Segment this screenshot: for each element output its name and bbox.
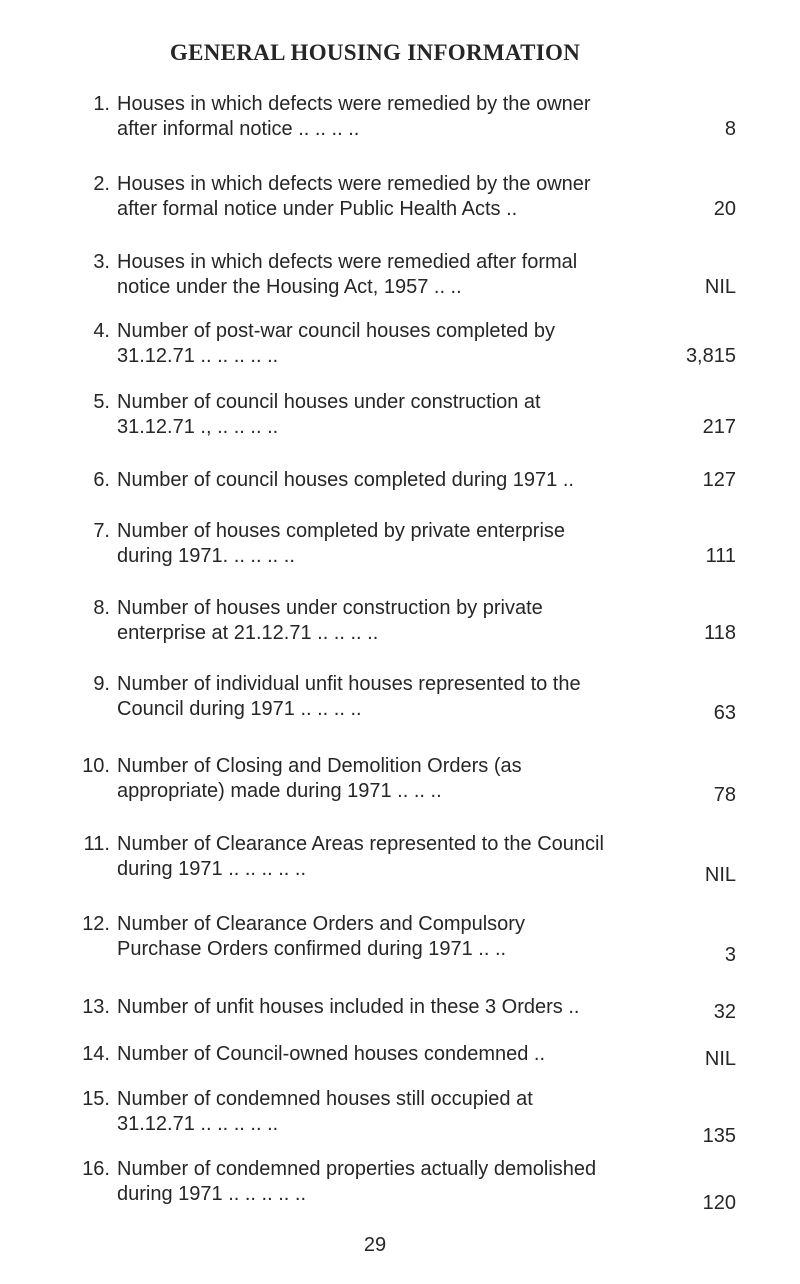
item-text-line: Number of post-war council houses completed by (117, 320, 555, 342)
item-text-line: enterprise at 21.12.71 .. .. .. .. (117, 622, 379, 644)
item-text-line: appropriate) made during 1971 .. .. .. (117, 780, 442, 802)
item-text (117, 754, 647, 804)
item-text-line: notice under the Housing Act, 1957 .. .. (117, 276, 462, 298)
item-text-line: Number of Closing and Demolition Orders (as (117, 755, 522, 777)
item-text-line: Number of Clearance Orders and Compulsory (117, 913, 525, 935)
item-text (117, 172, 647, 222)
item-value: 3,815 (685, 345, 736, 367)
item-number: 3. (93, 251, 110, 273)
item-value: 20 (713, 198, 736, 220)
item-text-line: Houses in which defects were remedied by the owner (117, 173, 591, 195)
item-value: 127 (702, 469, 736, 491)
item-text (117, 832, 647, 882)
item-text-line: Number of condemned properties actually demolished (117, 1158, 597, 1180)
item-value: 32 (713, 1001, 736, 1023)
item-text (117, 1042, 647, 1067)
item-text-line: Number of individual unfit houses represented to the (117, 673, 581, 695)
item-text (117, 1157, 647, 1207)
item-number: 1. (93, 93, 110, 115)
item-number: 5. (93, 391, 110, 413)
item-number: 12. (82, 913, 110, 935)
item-text-line: Number of Clearance Areas represented to the Council (117, 833, 604, 855)
item-text-line: Purchase Orders confirmed during 1971 .. .. (117, 938, 507, 960)
item-value: 135 (702, 1125, 736, 1147)
item-value: 8 (724, 118, 736, 140)
item-number: 7. (93, 520, 110, 542)
item-text-line: during 1971 .. .. .. .. .. (117, 858, 306, 880)
item-text (117, 250, 647, 300)
item-text-line: after formal notice under Public Health Acts .. (117, 198, 518, 220)
item-text-line: Number of council houses completed during 1971 .. (117, 469, 574, 491)
item-text (117, 912, 647, 962)
item-text (117, 1087, 647, 1137)
item-text (117, 390, 647, 440)
item-text (117, 92, 647, 142)
item-value: 120 (702, 1192, 736, 1214)
item-text-line: Number of houses under construction by private (117, 597, 543, 619)
item-text (117, 596, 647, 646)
item-text (117, 519, 647, 569)
item-number: 2. (93, 173, 110, 195)
page-number: 29 (363, 1234, 387, 1256)
item-value: 3 (724, 944, 736, 966)
item-text-line: 31.12.71 .. .. .. .. .. (117, 345, 279, 367)
item-value: 78 (713, 784, 736, 806)
item-value: 118 (704, 622, 736, 644)
item-value: NIL (704, 864, 736, 886)
item-number: 9. (93, 673, 110, 695)
item-number: 8. (93, 597, 110, 619)
item-text (117, 672, 647, 722)
item-text-line: Number of unfit houses included in these 3 Orders .. (117, 996, 580, 1018)
page-title: GENERAL HOUSING INFORMATION (169, 40, 581, 65)
item-text-line: during 1971. .. .. .. .. (117, 545, 295, 567)
item-number: 16. (82, 1158, 110, 1180)
item-text (117, 468, 647, 493)
item-value: 111 (705, 545, 736, 567)
item-text (117, 995, 647, 1020)
item-value: 217 (702, 416, 736, 438)
item-text-line: 31.12.71 .. .. .. .. .. (117, 1113, 279, 1135)
item-text (117, 319, 647, 369)
item-text-line: Number of Council-owned houses condemned .. (117, 1043, 546, 1065)
item-number: 11. (83, 833, 110, 855)
item-text-line: after informal notice .. .. .. .. (117, 118, 360, 140)
item-text-line: Number of condemned houses still occupied at (117, 1088, 533, 1110)
item-text-line: 31.12.71 ., .. .. .. .. (117, 416, 279, 438)
item-number: 10. (82, 755, 110, 777)
item-text-line: Houses in which defects were remedied by the owner (117, 93, 591, 115)
item-text-line: during 1971 .. .. .. .. .. (117, 1183, 306, 1205)
item-value: NIL (704, 1048, 736, 1070)
item-number: 4. (93, 320, 110, 342)
item-text-line: Number of houses completed by private enterprise (117, 520, 566, 542)
item-number: 6. (93, 469, 110, 491)
item-value: NIL (704, 276, 736, 298)
item-value: 63 (713, 702, 736, 724)
item-number: 13. (82, 996, 110, 1018)
item-text-line: Houses in which defects were remedied after formal (117, 251, 578, 273)
item-number: 15. (82, 1088, 110, 1110)
item-number: 14. (82, 1043, 110, 1065)
item-text-line: Council during 1971 .. .. .. .. (117, 698, 362, 720)
item-text-line: Number of council houses under construction at (117, 391, 541, 413)
